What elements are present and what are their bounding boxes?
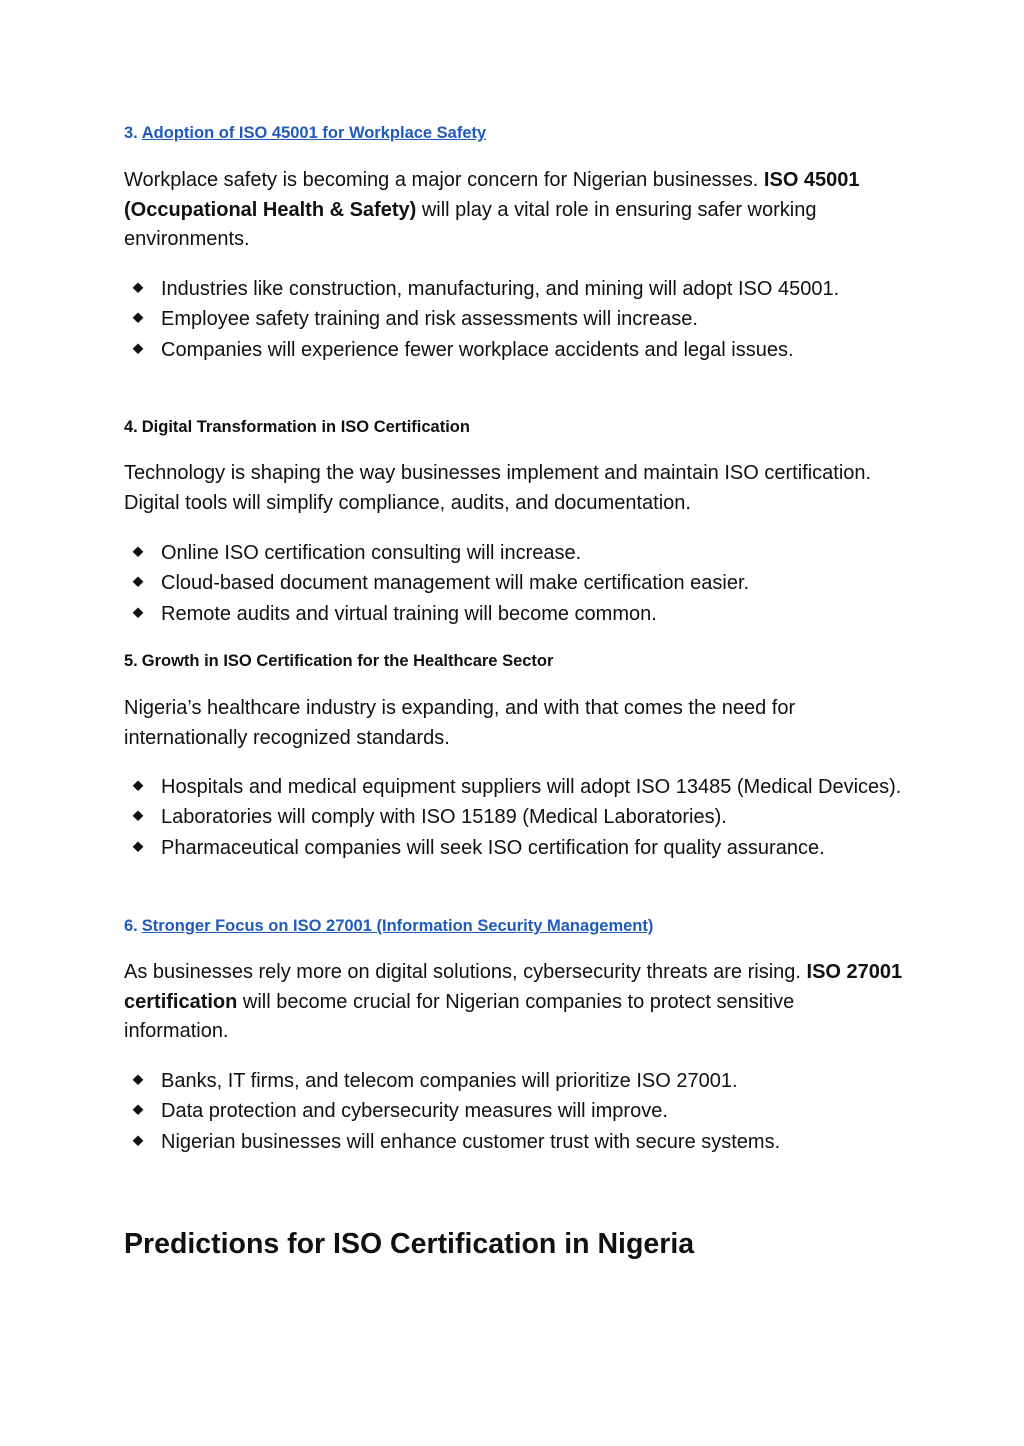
section-5-title: Growth in ISO Certification for the Healthcare Sector <box>141 652 554 670</box>
diamond-bullet-icon: ⯁ <box>131 281 144 298</box>
paragraph-text: Nigeria’s healthcare industry is expanding, and with that comes the need for internationally recognized standards. <box>124 697 796 749</box>
diamond-bullet-icon: ⯁ <box>131 605 144 623</box>
list-item: ⯁ Hospitals and medical equipment suppliers will adopt ISO 13485 (Medical Devices). <box>124 773 914 803</box>
diamond-bullet-icon: ⯁ <box>131 1073 144 1090</box>
predictions-heading: Predictions for ISO Certification in Nigeria <box>124 1228 695 1260</box>
section-3-heading[interactable] <box>124 124 486 143</box>
section-number: 5. <box>124 652 138 670</box>
section-6-paragraph <box>124 958 904 1047</box>
paragraph-text: Technology is shaping the way businesses implement and maintain ISO certification. Digital tools will simplify compliance, audits, and documentation. <box>124 462 872 514</box>
list-item: ⯁ Data protection and cybersecurity measures will improve. <box>124 1097 914 1127</box>
section-3-paragraph <box>124 166 904 255</box>
list-item: ⯁ Online ISO certification consulting will increase. <box>124 539 914 569</box>
section-3-bullet-list <box>124 275 914 366</box>
list-item: ⯁ Industries like construction, manufacturing, and mining will adopt ISO 45001. <box>124 275 914 305</box>
section-number: 6. <box>124 917 138 935</box>
list-item: ⯁ Laboratories will comply with ISO 15189 (Medical Laboratories). <box>124 803 914 833</box>
list-item: ⯁ Employee safety training and risk assessments will increase. <box>124 305 914 335</box>
list-item: ⯁ Cloud-based document management will make certification easier. <box>124 569 914 599</box>
section-3-title-link[interactable]: Adoption of ISO 45001 for Workplace Safety <box>141 124 487 142</box>
section-6-heading[interactable] <box>124 917 653 936</box>
section-number: 3. <box>124 124 138 142</box>
list-item: ⯁ Remote audits and virtual training will become common. <box>124 600 914 630</box>
diamond-bullet-icon: ⯁ <box>131 545 144 562</box>
section-5-paragraph <box>124 694 904 753</box>
section-4-paragraph <box>124 459 904 518</box>
section-6-bullet-list <box>124 1067 914 1158</box>
diamond-bullet-icon: ⯁ <box>131 779 144 796</box>
section-5-heading <box>124 652 553 671</box>
paragraph-text: will play a vital role in ensuring safer working environments. <box>124 198 817 250</box>
diamond-bullet-icon: ⯁ <box>131 1133 144 1151</box>
section-6-title-link[interactable]: Stronger Focus on ISO 27001 (Information Security Management) <box>141 917 654 935</box>
list-item: ⯁ Pharmaceutical companies will seek ISO certification for quality assurance. <box>124 834 914 864</box>
list-item: ⯁ Companies will experience fewer workplace accidents and legal issues. <box>124 336 914 366</box>
section-number: 4. <box>124 418 138 436</box>
diamond-bullet-icon: ⯁ <box>131 839 144 857</box>
paragraph-bold-text: ISO 45001 (Occupational Health & Safety) <box>124 169 860 221</box>
paragraph-bold-text: ISO 27001 certification <box>124 961 903 1013</box>
diamond-bullet-icon: ⯁ <box>131 809 144 827</box>
diamond-bullet-icon: ⯁ <box>131 1103 144 1121</box>
section-5-bullet-list <box>124 773 914 864</box>
paragraph-text: will become crucial for Nigerian companies to protect sensitive information. <box>124 990 795 1042</box>
list-item: ⯁ Nigerian businesses will enhance customer trust with secure systems. <box>124 1128 914 1158</box>
paragraph-text: As businesses rely more on digital solutions, cybersecurity threats are rising. <box>124 961 807 983</box>
paragraph-text: Workplace safety is becoming a major concern for Nigerian businesses. <box>124 169 764 191</box>
list-item: ⯁ Banks, IT firms, and telecom companies will prioritize ISO 27001. <box>124 1067 914 1097</box>
section-4-title: Digital Transformation in ISO Certification <box>141 418 470 436</box>
diamond-bullet-icon: ⯁ <box>131 341 144 359</box>
diamond-bullet-icon: ⯁ <box>131 311 144 329</box>
diamond-bullet-icon: ⯁ <box>131 575 144 593</box>
section-4-heading <box>124 418 470 437</box>
section-4-bullet-list <box>124 539 914 630</box>
